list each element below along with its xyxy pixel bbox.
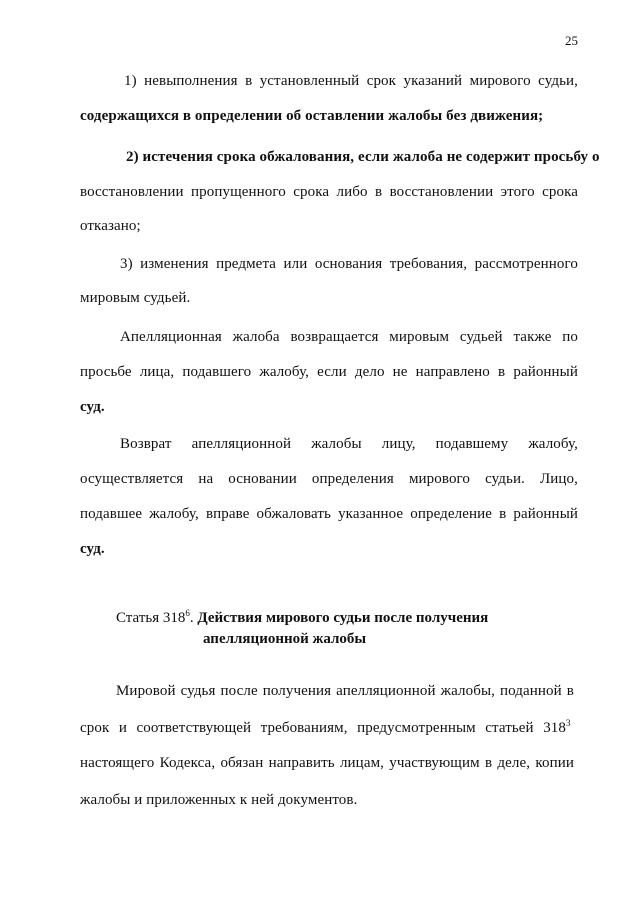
page-number: 25: [565, 33, 578, 48]
paragraph-5-line-4: суд.: [80, 541, 105, 557]
article-number: Статья $318^6$.: [116, 608, 194, 626]
paragraph-3-line-2: мировым судьей.: [80, 290, 191, 306]
paragraph-5-line-2: осуществляется на основании определения мирового судьи. Лицо,: [80, 471, 578, 487]
paragraph-1-line-1: 1) невыполнения в установленный срок указаний мирового судьи,: [124, 73, 578, 89]
paragraph-3-line-1: 3) изменения предмета или основания требования, рассмотренного: [120, 256, 578, 272]
paragraph-4-line-1: Апелляционная жалоба возвращается мировым судьей также по: [120, 329, 578, 345]
paragraph-2-line-2: восстановлении пропущенного срока либо в восстановлении этого срока: [80, 184, 578, 200]
paragraph-2-line-3: отказано;: [80, 218, 141, 234]
article-heading: [116, 609, 488, 627]
final-paragraph-line-2: срок и соответствующей требованиям, предусмотренным статьей 318: [80, 720, 566, 736]
paragraph-1-line-2: содержащихся в определении об оставлении жалобы без движения;: [80, 108, 544, 124]
final-paragraph-line-2-wrap: [80, 719, 574, 737]
final-paragraph-line-2-sup: 3: [566, 718, 571, 728]
article-title-line-1: Действия мирового судьи после получения: [197, 610, 489, 626]
paragraph-5-line-3: подавшее жалобу, вправе обжаловать указанное определение в районный: [80, 506, 578, 522]
paragraph-4-line-3: суд.: [80, 399, 105, 415]
final-paragraph-line-1: Мировой судья после получения апелляционной жалобы, поданной в: [116, 683, 574, 699]
article-title-line-2: апелляционной жалобы: [203, 631, 367, 647]
paragraph-2-line-1: 2) истечения срока обжалования, если жалоба не содержит просьбу о: [126, 149, 600, 165]
final-paragraph-line-4: жалобы и приложенных к ней документов.: [80, 792, 358, 808]
paragraph-4-line-2: просьбе лица, подавшего жалобу, если дело не направлено в районный: [80, 364, 578, 380]
paragraph-5-line-1: Возврат апелляционной жалобы лицу, подавшему жалобу,: [120, 436, 578, 452]
article-title-line-2-wrap: [203, 630, 366, 648]
final-paragraph-line-3: настоящего Кодекса, обязан направить лицам, участвующим в деле, копии: [80, 755, 574, 771]
